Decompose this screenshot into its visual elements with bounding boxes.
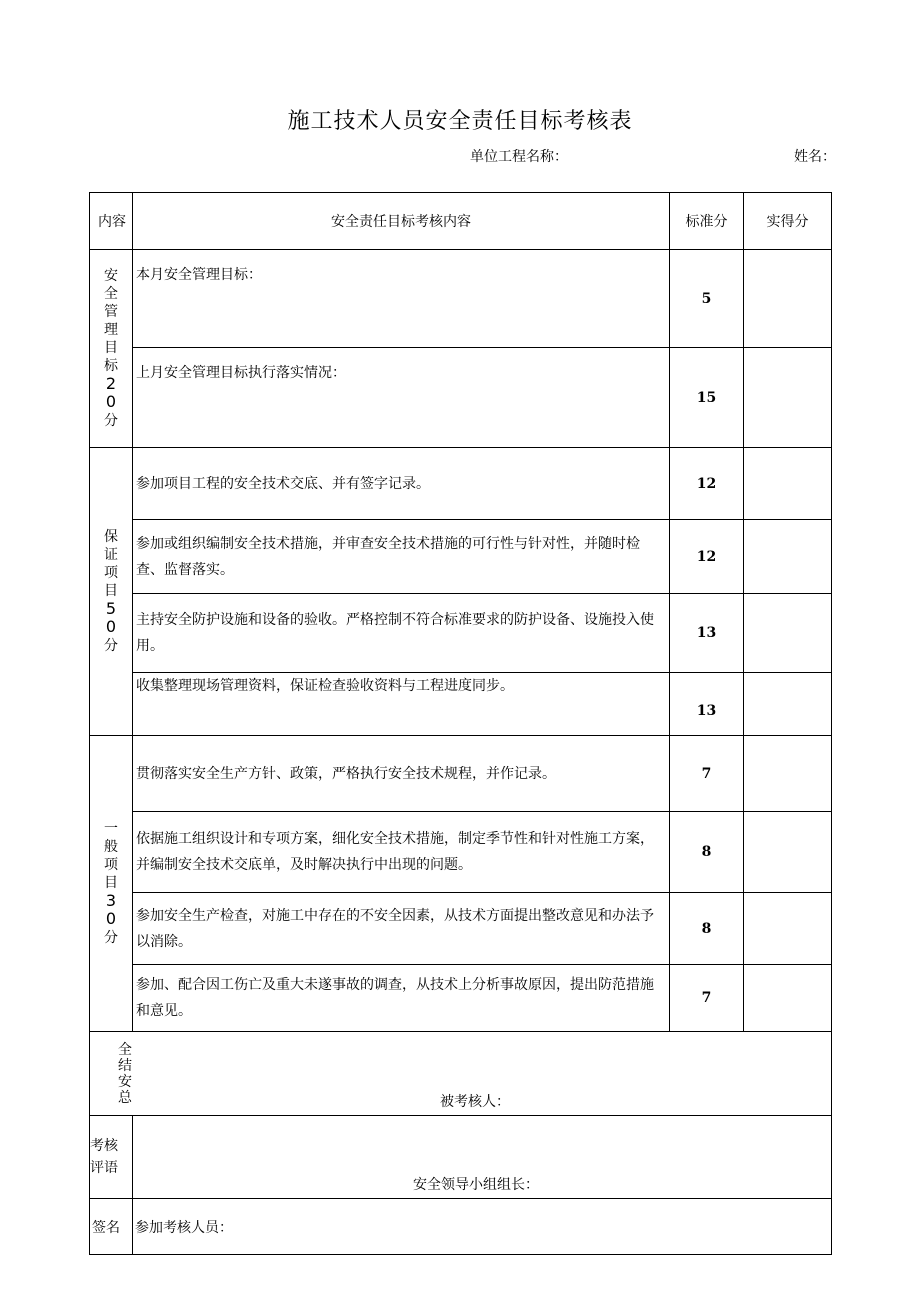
item-actual-score-cell[interactable] xyxy=(744,594,832,673)
name-label: 姓名： xyxy=(794,149,836,165)
table-row xyxy=(90,250,832,348)
header-actual-score: 实得分 xyxy=(744,193,832,250)
item-actual-score-cell[interactable] xyxy=(744,520,832,594)
evaluation-cell[interactable] xyxy=(133,1116,832,1199)
table-row xyxy=(90,673,832,736)
summary-label: 全 结 安 总 xyxy=(118,1042,132,1106)
item-standard-score: 12 xyxy=(670,448,744,520)
item-actual-score-cell[interactable] xyxy=(744,812,832,893)
assessment-table xyxy=(89,192,832,1255)
item-text: 依据施工组织设计和专项方案，细化安全技术措施，制定季节性和针对性施工方案，并编制安全技术交底单，及时解决执行中出现的问题。 xyxy=(133,812,670,893)
item-actual-score-cell[interactable] xyxy=(744,250,832,348)
item-text: 主持安全防护设施和设备的验收。严格控制不符合标准要求的防护设备、设施投入使用。 xyxy=(133,594,670,673)
participants-cell[interactable] xyxy=(133,1199,832,1255)
item-actual-score-cell[interactable] xyxy=(744,893,832,965)
item-actual-score-cell[interactable] xyxy=(744,448,832,520)
category-guarantee-items: 保 证 项 目 50 分 xyxy=(90,448,133,736)
item-standard-score: 12 xyxy=(670,520,744,594)
item-text: 本月安全管理目标： xyxy=(133,250,670,348)
table-row xyxy=(90,965,832,1032)
item-standard-score: 7 xyxy=(670,736,744,812)
unit-project-label: 单位工程名称： xyxy=(470,149,568,165)
item-standard-score: 8 xyxy=(670,893,744,965)
summary-row xyxy=(90,1032,832,1116)
header-content: 安全责任目标考核内容 xyxy=(133,193,670,250)
reviewee-label: 被考核人： xyxy=(440,1094,510,1110)
signature-row xyxy=(90,1199,832,1255)
item-standard-score: 13 xyxy=(670,594,744,673)
item-text: 参加或组织编制安全技术措施，并审查安全技术措施的可行性与针对性，并随时检查、监督落实。 xyxy=(133,520,670,594)
item-standard-score: 7 xyxy=(670,965,744,1032)
leader-label: 安全领导小组组长： xyxy=(413,1177,539,1193)
category-safety-management: 安 全 管 理 目 标 20 分 xyxy=(90,250,133,448)
table-row xyxy=(90,348,832,448)
item-standard-score: 13 xyxy=(670,673,744,736)
item-text: 参加安全生产检查，对施工中存在的不安全因素，从技术方面提出整改意见和办法予以消除。 xyxy=(133,893,670,965)
item-text: 贯彻落实安全生产方针、政策，严格执行安全技术规程，并作记录。 xyxy=(133,736,670,812)
table-row xyxy=(90,448,832,520)
table-row xyxy=(90,594,832,673)
evaluation-row xyxy=(90,1116,832,1199)
summary-cell[interactable] xyxy=(90,1032,832,1116)
item-text: 上月安全管理目标执行落实情况： xyxy=(133,348,670,448)
item-text: 参加项目工程的安全技术交底、并有签字记录。 xyxy=(133,448,670,520)
participants-label: 参加考核人员： xyxy=(135,1219,233,1236)
item-standard-score: 5 xyxy=(670,250,744,348)
page-title: 施工技术人员安全责任目标考核表 xyxy=(287,109,633,134)
item-actual-score-cell[interactable] xyxy=(744,348,832,448)
header-category: 内容 xyxy=(90,193,133,250)
table-header-row xyxy=(90,193,832,250)
item-standard-score: 15 xyxy=(670,348,744,448)
item-actual-score-cell[interactable] xyxy=(744,736,832,812)
table-row xyxy=(90,893,832,965)
category-general-items: 一 般 项 目 30 分 xyxy=(90,736,133,1032)
header-standard-score: 标准分 xyxy=(670,193,744,250)
item-text: 收集整理现场管理资料，保证检查验收资料与工程进度同步。 xyxy=(133,673,670,736)
evaluation-label: 考核 评语 xyxy=(90,1116,133,1199)
item-actual-score-cell[interactable] xyxy=(744,673,832,736)
signature-label: 签名 xyxy=(90,1199,133,1255)
table-row xyxy=(90,812,832,893)
table-row xyxy=(90,520,832,594)
item-actual-score-cell[interactable] xyxy=(744,965,832,1032)
item-text: 参加、配合因工伤亡及重大未遂事故的调查，从技术上分析事故原因，提出防范措施和意见。 xyxy=(133,965,670,1032)
item-standard-score: 8 xyxy=(670,812,744,893)
table-row xyxy=(90,736,832,812)
